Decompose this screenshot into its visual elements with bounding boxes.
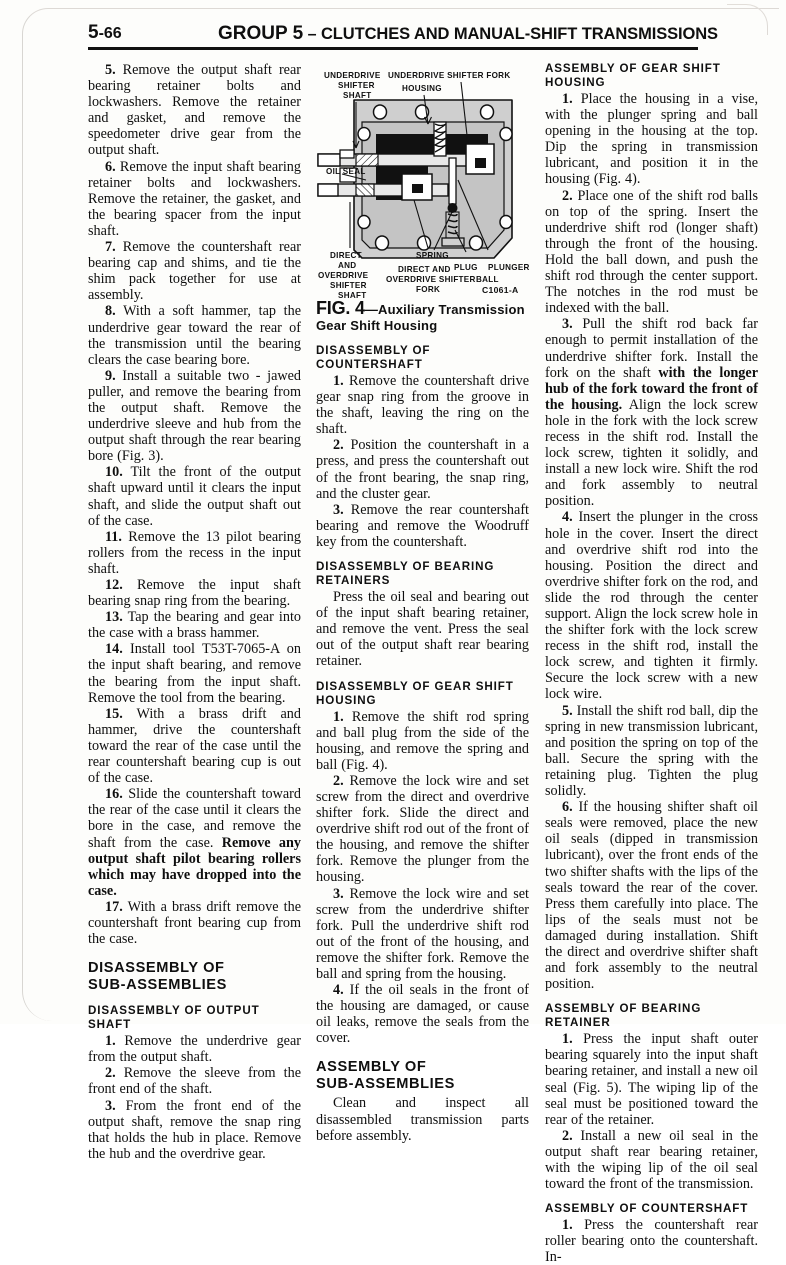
svg-text:SHIFTER: SHIFTER bbox=[330, 281, 367, 290]
figure-code: C1061-A bbox=[482, 285, 519, 295]
subheading-output-shaft: DISASSEMBLY OF OUTPUT SHAFT bbox=[88, 1004, 260, 1032]
svg-text:UNDERDRIVE SHIFTER FORK: UNDERDRIVE SHIFTER FORK bbox=[388, 71, 511, 80]
svg-text:PLUNGER: PLUNGER bbox=[488, 263, 530, 272]
paragraph: 2. Install a new oil seal in the output shaft rear bearing retainer, with the wiping lip of the oil seal toward the front of the transmission. bbox=[545, 1127, 758, 1193]
paragraph: 5. Remove the output shaft rear bearing retainer bolts and lockwashers. Remove the retainer and gasket, and remove the speedometer drive gear from the output shaft. bbox=[88, 62, 301, 159]
paragraph: 2. Remove the lock wire and set screw from the direct and overdrive shifter fork. Slide the direct and overdrive shift rod out of the front of the housing, and remove the shifter fork. Remove the plunger from the housing. bbox=[316, 772, 529, 886]
section-heading-disassembly-sub: DISASSEMBLY OF SUB-ASSEMBLIES bbox=[88, 960, 227, 994]
figure-caption: FIG. 4—Auxiliary Transmission Gear Shift Housing bbox=[316, 298, 525, 333]
paragraph: 4. Insert the plunger in the cross hole in the cover. Insert the direct and overdrive shift rod into the housing. Position the direct and overdrive shifter fork on the rod, and slide the rod through the center support. Align the lock screw hole in the shifter fork with the lock screw recess in the shift rod, install the lock screw, and tighten it firmly. Secure the lock screw with a new lock wire. bbox=[545, 509, 758, 703]
folio-page: -66 bbox=[98, 25, 122, 42]
paragraph: 6. If the housing shifter shaft oil seals were removed, place the new oil seals (dipped in transmission lubricant), over the front ends of the two shifter shafts with the lips of the seals toward the rear of the cover. Press them carefully into place. The lips of the seals must not be damaged during installation. Shift the direct and overdrive shifter shaft and fork assembly to the neutral position. bbox=[545, 799, 758, 993]
svg-text:HOUSING: HOUSING bbox=[402, 84, 442, 93]
svg-text:SHAFT: SHAFT bbox=[338, 291, 367, 300]
paragraph: 1. Press the countershaft rear roller bearing onto the countershaft. In- bbox=[545, 1217, 758, 1265]
running-head bbox=[88, 22, 718, 48]
svg-text:DIRECT AND: DIRECT AND bbox=[398, 265, 451, 274]
paragraph: 13. Tap the bearing and gear into the case with a brass hammer. bbox=[88, 609, 301, 642]
emphasis-text: with the longer hub of the fork toward the front of the housing. bbox=[545, 364, 758, 413]
paragraph: 3. Remove the rear countershaft bearing and remove the Woodruff key from the countershaft. bbox=[316, 501, 529, 550]
paragraph: 3. Remove the lock wire and set screw from the underdrive shifter fork. Pull the underdrive shift rod out of the front of the housing, and remove the shifter fork. Remove the ball and spring from the housing. bbox=[316, 885, 529, 982]
subheading-disassembly-bearing-retainers: DISASSEMBLY OF BEARING RETAINERS bbox=[316, 560, 495, 588]
folio-chapter: 5 bbox=[88, 22, 99, 43]
paragraph: 8. With a soft hammer, tap the underdrive gear toward the rear of the transmission until the bearing clears the case bearing bore. bbox=[88, 303, 301, 368]
header-rule bbox=[88, 47, 698, 50]
emphasis-text: Remove any output shaft pilot bearing rollers which may have dropped into the case. bbox=[88, 834, 301, 899]
section-heading-assembly-sub: ASSEMBLY OF SUB-ASSEMBLIES bbox=[316, 1059, 455, 1093]
paragraph: 4. If the oil seals in the front of the housing are damaged, or cause oil leaks, remove the seals from the cover. bbox=[316, 982, 529, 1047]
svg-text:SPRING: SPRING bbox=[416, 251, 449, 260]
svg-text:DIRECT: DIRECT bbox=[330, 251, 362, 260]
paragraph: 10. Tilt the front of the output shaft upward until it clears the input shaft, and slide the output shaft out of the case. bbox=[88, 464, 301, 529]
paragraph: 11. Remove the 13 pilot bearing rollers from the recess in the input shaft. bbox=[88, 528, 301, 577]
paragraph: Press the oil seal and bearing out of the input shaft bearing retainer, and remove the vent. Press the seal out of the output shaft rear bearing retainer. bbox=[316, 589, 529, 670]
svg-text:BALL: BALL bbox=[476, 275, 499, 284]
paragraph: 14. Install tool T53T-7065-A on the input shaft bearing, and remove the bearing from the input shaft. Remove the tool from the bearing. bbox=[88, 641, 301, 706]
svg-text:OVERDRIVE SHIFTER: OVERDRIVE SHIFTER bbox=[386, 275, 476, 284]
svg-text:OVERDRIVE: OVERDRIVE bbox=[318, 271, 369, 280]
direct-overdrive-fork-part bbox=[402, 174, 432, 200]
paragraph: 1. Place the housing in a vise, with the plunger spring and ball opening in the housing at the top. Dip the spring in transmission lubricant, and position it in the housing (Fig. 4). bbox=[545, 91, 758, 188]
paragraph: 2. Remove the sleeve from the front end of the shaft. bbox=[88, 1065, 301, 1098]
page-number bbox=[88, 22, 122, 44]
column-middle bbox=[316, 62, 529, 1144]
paragraph: 3. From the front end of the output shaft, remove the snap ring that holds the hub in place. Remove the hub and the overdrive gear. bbox=[88, 1097, 301, 1162]
subheading-assembly-bearing-retainer: ASSEMBLY OF BEARING RETAINER bbox=[545, 1002, 702, 1030]
paragraph: 9. Install a suitable two - jawed puller, and remove the bearing from the output shaft. Remove the underdrive sleeve and hub from the output shaft through the rear bearing bore (Fig. 3). bbox=[88, 367, 301, 465]
figure-labels-top bbox=[324, 71, 510, 100]
svg-text:OIL SEAL: OIL SEAL bbox=[326, 167, 366, 176]
paragraph: 1. Remove the shift rod spring and ball plug from the side of the housing, and remove the spring and ball (Fig. 4). bbox=[316, 708, 529, 773]
subheading-disassembly-countershaft: DISASSEMBLY OF COUNTERSHAFT bbox=[316, 344, 431, 371]
paragraph: 3. Pull the shift rod back far enough to permit installation of the underdrive shifter fork. Install the fork on the shaft with the longer hub of the fork toward the front of the housing. Align the lock screw hole in the fork with the lock screw recess in the shift rod. Install the lock screw, tighten it solidly, and install a new lock wire. Shift the rod and fork assembly to neutral position. bbox=[545, 316, 758, 510]
paragraph: 15. With a brass drift and hammer, drive the countershaft toward the rear of the case until the rear countershaft bearing cup is out of the case. bbox=[88, 705, 301, 787]
paragraph: 12. Remove the input shaft bearing snap ring from the bearing. bbox=[88, 577, 301, 610]
head-group: GROUP 5 bbox=[218, 23, 304, 44]
paragraph: 2. Place one of the shift rod balls on top of the spring. Insert the underdrive shift rod (longer shaft) through the front of the housing. Hold the ball down, and push the shift rod through the center support. The notches in the rod must be indexed with the ball. bbox=[545, 187, 758, 317]
svg-text:FORK: FORK bbox=[416, 285, 441, 294]
paragraph: 1. Remove the countershaft drive gear snap ring from the groove in the shaft, leaving the ring on the shaft. bbox=[316, 373, 529, 438]
head-subject: CLUTCHES AND MANUAL-SHIFT TRANSMISSIONS bbox=[320, 25, 718, 43]
paragraph: 1. Remove the underdrive gear from the output shaft. bbox=[88, 1033, 301, 1066]
svg-text:AND: AND bbox=[338, 261, 357, 270]
paragraph: 6. Remove the input shaft bearing retainer bolts and lockwashers. Remove the retainer, the gasket, and the bearing spacer from the input shaft. bbox=[88, 158, 301, 239]
center-support bbox=[434, 122, 446, 156]
svg-text:UNDERDRIVE: UNDERDRIVE bbox=[324, 71, 381, 80]
head-title bbox=[218, 23, 718, 45]
paragraph: 5. Install the shift rod ball, dip the spring in new transmission lubricant, and position the spring on top of the ball. Secure the spring with the retaining plug. Tighten the plug solidly. bbox=[545, 702, 758, 800]
underdrive-shifter-fork-part bbox=[466, 144, 494, 174]
column-left bbox=[88, 62, 301, 1162]
figure-4-illustration bbox=[316, 62, 530, 300]
paragraph: Clean and inspect all disassembled transmission parts before assembly. bbox=[316, 1095, 529, 1144]
subheading-assembly-countershaft: ASSEMBLY OF COUNTERSHAFT bbox=[545, 1202, 749, 1216]
subheading-assembly-gear-shift-housing: ASSEMBLY OF GEAR SHIFT HOUSING bbox=[545, 62, 721, 89]
svg-text:PLUG: PLUG bbox=[454, 263, 478, 272]
head-dash: – bbox=[303, 26, 321, 43]
column-right bbox=[545, 62, 758, 1265]
svg-text:SHIFTER: SHIFTER bbox=[338, 81, 375, 90]
paragraph: 2. Position the countershaft in a press, and press the countershaft out of the front bearing, the snap ring, and the cluster gear. bbox=[316, 437, 529, 502]
paragraph: 16. Slide the countershaft toward the rear of the case until it clears the bore in the case, and remove the shaft from the case. Remove any output shaft pilot bearing rollers which may have dropped into the case. bbox=[88, 786, 301, 899]
svg-text:SHAFT: SHAFT bbox=[343, 91, 372, 100]
paragraph: 7. Remove the countershaft rear bearing cap and shims, and tie the shim pack together for use at assembly. bbox=[88, 239, 301, 304]
subheading-disassembly-gear-shift-housing: DISASSEMBLY OF GEAR SHIFT HOUSING bbox=[316, 679, 514, 707]
paragraph: 17. With a brass drift remove the countershaft front bearing cup from the case. bbox=[88, 898, 301, 948]
paragraph: 1. Press the input shaft outer bearing squarely into the input shaft bearing retainer, and install a new oil seal (Fig. 5). The wiping lip of the seal must be positioned toward the rear of the retainer. bbox=[545, 1031, 758, 1128]
